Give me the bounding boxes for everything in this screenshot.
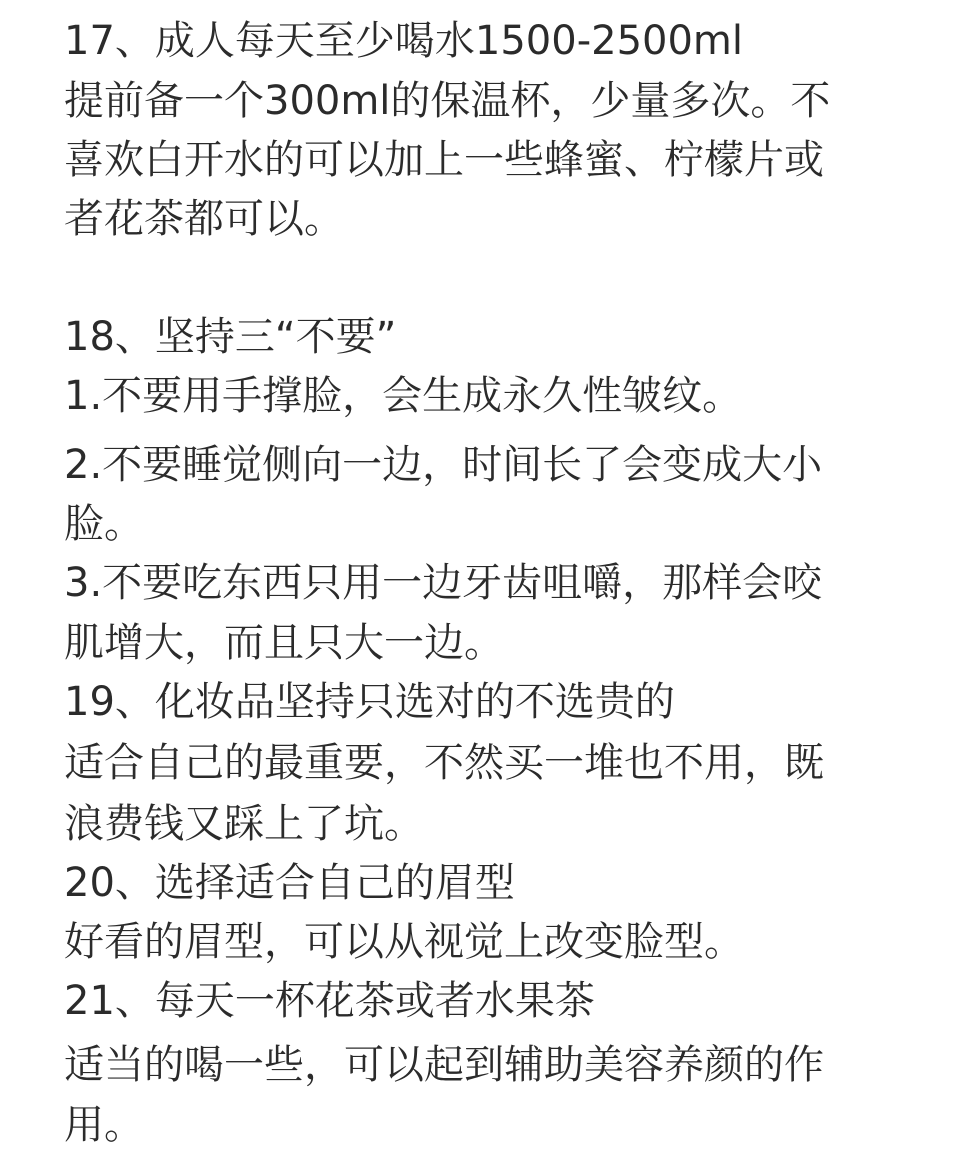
tip-21-body-line-1: 适当的喝一些，可以起到辅助美容养颜的作 xyxy=(64,1042,824,1088)
tip-17-body-line-1: 提前备一个300ml的保温杯，少量多次。不 xyxy=(64,78,831,124)
tip-20-body-line-1: 好看的眉型，可以从视觉上改变脸型。 xyxy=(64,919,744,965)
tip-18-item-2-line-1: 2.不要睡觉侧向一边，时间长了会变成大小 xyxy=(64,442,823,488)
tip-18-item-2-line-2: 脸。 xyxy=(64,501,144,547)
tip-19-body-line-1: 适合自己的最重要，不然买一堆也不用，既 xyxy=(64,740,824,786)
tip-21-heading: 21、每天一杯花茶或者水果茶 xyxy=(64,978,595,1024)
tip-18-item-3-line-1: 3.不要吃东西只用一边牙齿咀嚼，那样会咬 xyxy=(64,560,823,606)
tip-17-body-line-3: 者花茶都可以。 xyxy=(64,196,344,242)
tip-21-body-line-2: 用。 xyxy=(64,1102,144,1148)
tip-20-heading: 20、选择适合自己的眉型 xyxy=(64,860,515,906)
tip-17-heading: 17、成人每天至少喝水1500-2500ml xyxy=(64,18,744,64)
tip-17-body-line-2: 喜欢白开水的可以加上一些蜂蜜、柠檬片或 xyxy=(64,137,824,183)
tip-18-item-3-line-2: 肌增大，而且只大一边。 xyxy=(64,620,504,666)
tip-18-item-1: 1.不要用手撑脸，会生成永久性皱纹。 xyxy=(64,373,743,419)
tip-18-heading: 18、坚持三“不要” xyxy=(64,314,397,360)
tip-19-heading: 19、化妆品坚持只选对的不选贵的 xyxy=(64,679,675,725)
tip-19-body-line-2: 浪费钱又踩上了坑。 xyxy=(64,801,424,847)
